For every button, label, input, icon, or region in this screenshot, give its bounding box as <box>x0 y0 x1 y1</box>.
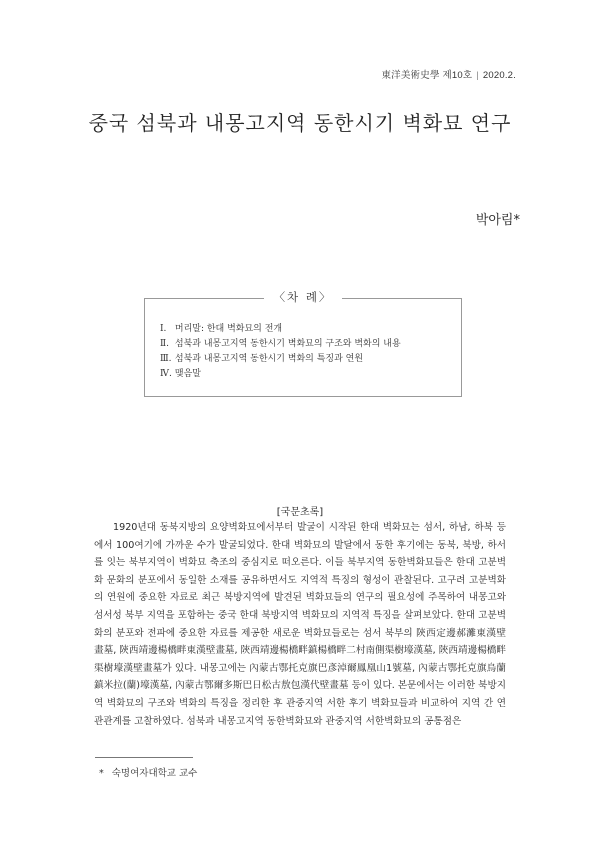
toc-item-number: Ⅱ. <box>160 339 169 349</box>
toc-item-label: 섬북과 내몽고지역 동한시기 벽화의 특징과 연원 <box>174 354 364 364</box>
footnote <box>99 765 197 779</box>
abstract-heading: [국문초록] <box>276 507 324 518</box>
author-name: 박아림* <box>475 213 520 228</box>
toc-item-label: 섬북과 내몽고지역 동한시기 벽화묘의 구조와 벽화의 내용 <box>174 339 401 349</box>
journal-date: 2020.2. <box>482 70 516 81</box>
toc-item-label: 맺음말 <box>174 369 201 379</box>
toc-item <box>160 322 401 337</box>
toc-item-number: Ⅰ. <box>160 324 167 334</box>
footnote-mark: * <box>99 768 104 779</box>
toc-item <box>160 352 401 367</box>
toc-item <box>160 367 401 382</box>
toc-item-number: Ⅲ. <box>160 354 172 364</box>
footnote-divider <box>95 757 193 758</box>
paper-title: 중국 섬북과 내몽고지역 동한시기 벽화묘 연구 <box>88 111 512 135</box>
toc-heading: 〈차 례〉 <box>264 289 342 305</box>
journal-volume: 제10호 <box>442 70 473 81</box>
toc-item-label: 머리말: 한대 벽화묘의 전개 <box>174 324 283 334</box>
journal-separator: | <box>476 70 479 81</box>
journal-name: 東洋美術史學 <box>381 70 440 81</box>
toc-list <box>160 322 401 382</box>
footnote-text: 숙명여자대학교 교수 <box>111 768 198 779</box>
toc-item-number: Ⅳ. <box>160 369 172 379</box>
journal-info <box>381 67 516 81</box>
abstract-body: 1920년대 동북지방의 요양벽화묘에서부터 발굴이 시작된 한대 벽화묘는 섬서, 하남, 하북 등에서 100여기에 가까운 수가 발굴되었다. 한대 벽화묘의 발달에서 동한 후기에는 동북, 북방, 하서를 잇는 북부지역이 벽화묘 축조의 중심지로 떠오른다. 이들 북부지역 동한벽화묘들은 한대 고분벽화 문화의 분포에서 동일한 소재를 공유하면서도 지역적 특징의 형성이 관찰된다. 고구려 고분벽화의 연원에 중요한 자료로 최근 북방지역에 발견된 벽화묘들의 연구의 필요성에 주목하여 내몽고와 섬서성 북부 지역을 포함하는 중국 한대 북방지역 벽화묘의 지역적 특징을 살펴보았다. 한대 고분벽화의 분포와 전파에 중요한 자료를 제공한 새로운 벽화묘들로는 섬서 북부의 陝西定邊郝灘東漢壁畫墓, 陝西靖邊楊橋畔東漢壁畫墓, 陝西靖邊楊橋畔鎮楊橋畔二村南側渠樹壕漢墓, 陝西靖邊楊橋畔渠樹壕漢壁畫墓가 있다. 내몽고에는 內蒙古鄂托克旗巴彥淖爾鳳凰山1號墓, 內蒙古鄂托克旗烏蘭鎮米拉(蘭)壕漢墓, 內蒙古鄂爾多斯巴日松古敖包漢代壁畫墓 등이 있다. 본문에서는 이러한 북방지역 벽화묘의 구조와 벽화의 특징을 정리한 후 관중지역 서한 후기 벽화묘들과 비교하여 지역 간 연관관계를 고찰하였다. 섬북과 내몽고지역 동한벽화묘와 관중지역 서한벽화묘의 공통점은 <box>94 522 506 727</box>
toc-item <box>160 337 401 352</box>
